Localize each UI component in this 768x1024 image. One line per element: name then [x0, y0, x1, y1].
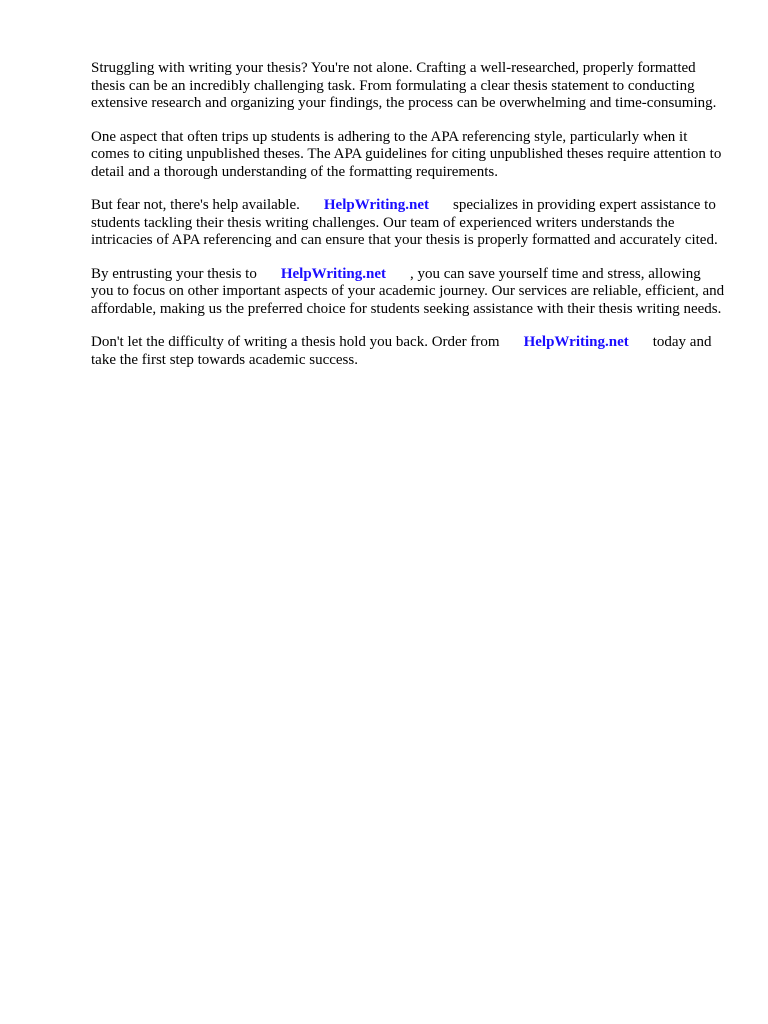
paragraph-intro: [91, 60, 725, 113]
paragraph-entrusting-after: , you can save yourself time and stress, allowing you to focus on other important aspects of your academic journey. Our services are reliable, efficient, and affordable, making us the preferred choice for students seeking assistance with their thesis writing needs.: [91, 265, 725, 317]
paragraph-apa-style: [91, 129, 725, 182]
helpwriting-link-3[interactable]: HelpWriting.net: [523, 334, 629, 350]
helpwriting-link-2[interactable]: HelpWriting.net: [280, 265, 386, 282]
paragraph-help-available-after: specializes in providing expert assistance to students tackling their thesis writing challenges. Our team of experienced writers understands the intricacies of APA referencing and can ensure that your thesis is properly formatted and accurately cited.: [91, 197, 718, 248]
helpwriting-link-1[interactable]: HelpWriting.net: [323, 197, 430, 213]
paragraph-order-cta-after: today and take the first step towards academic success.: [91, 334, 712, 368]
paragraph-help-available: [91, 197, 725, 250]
paragraph-entrusting-before: By entrusting your thesis to: [91, 265, 257, 282]
paragraph-intro-text: Struggling with writing your thesis? You're not alone. Crafting a well-researched, properly formatted thesis can be an incredibly challenging task. From formulating a clear thesis statement to conducting extensive research and organizing your findings, the process can be overwhelming and time-consuming.: [91, 60, 717, 111]
paragraph-entrusting: [91, 266, 725, 319]
document-body: [91, 60, 725, 385]
paragraph-apa-style-text: One aspect that often trips up students is adhering to the APA referencing style, particularly when it comes to citing unpublished theses. The APA guidelines for citing unpublished theses require attention to detail and a thorough understanding of the formatting requirements.: [91, 128, 722, 180]
paragraph-help-available-before: But fear not, there's help available.: [91, 197, 300, 213]
paragraph-order-cta: [91, 334, 725, 369]
paragraph-order-cta-before: Don't let the difficulty of writing a thesis hold you back. Order from: [91, 334, 500, 350]
